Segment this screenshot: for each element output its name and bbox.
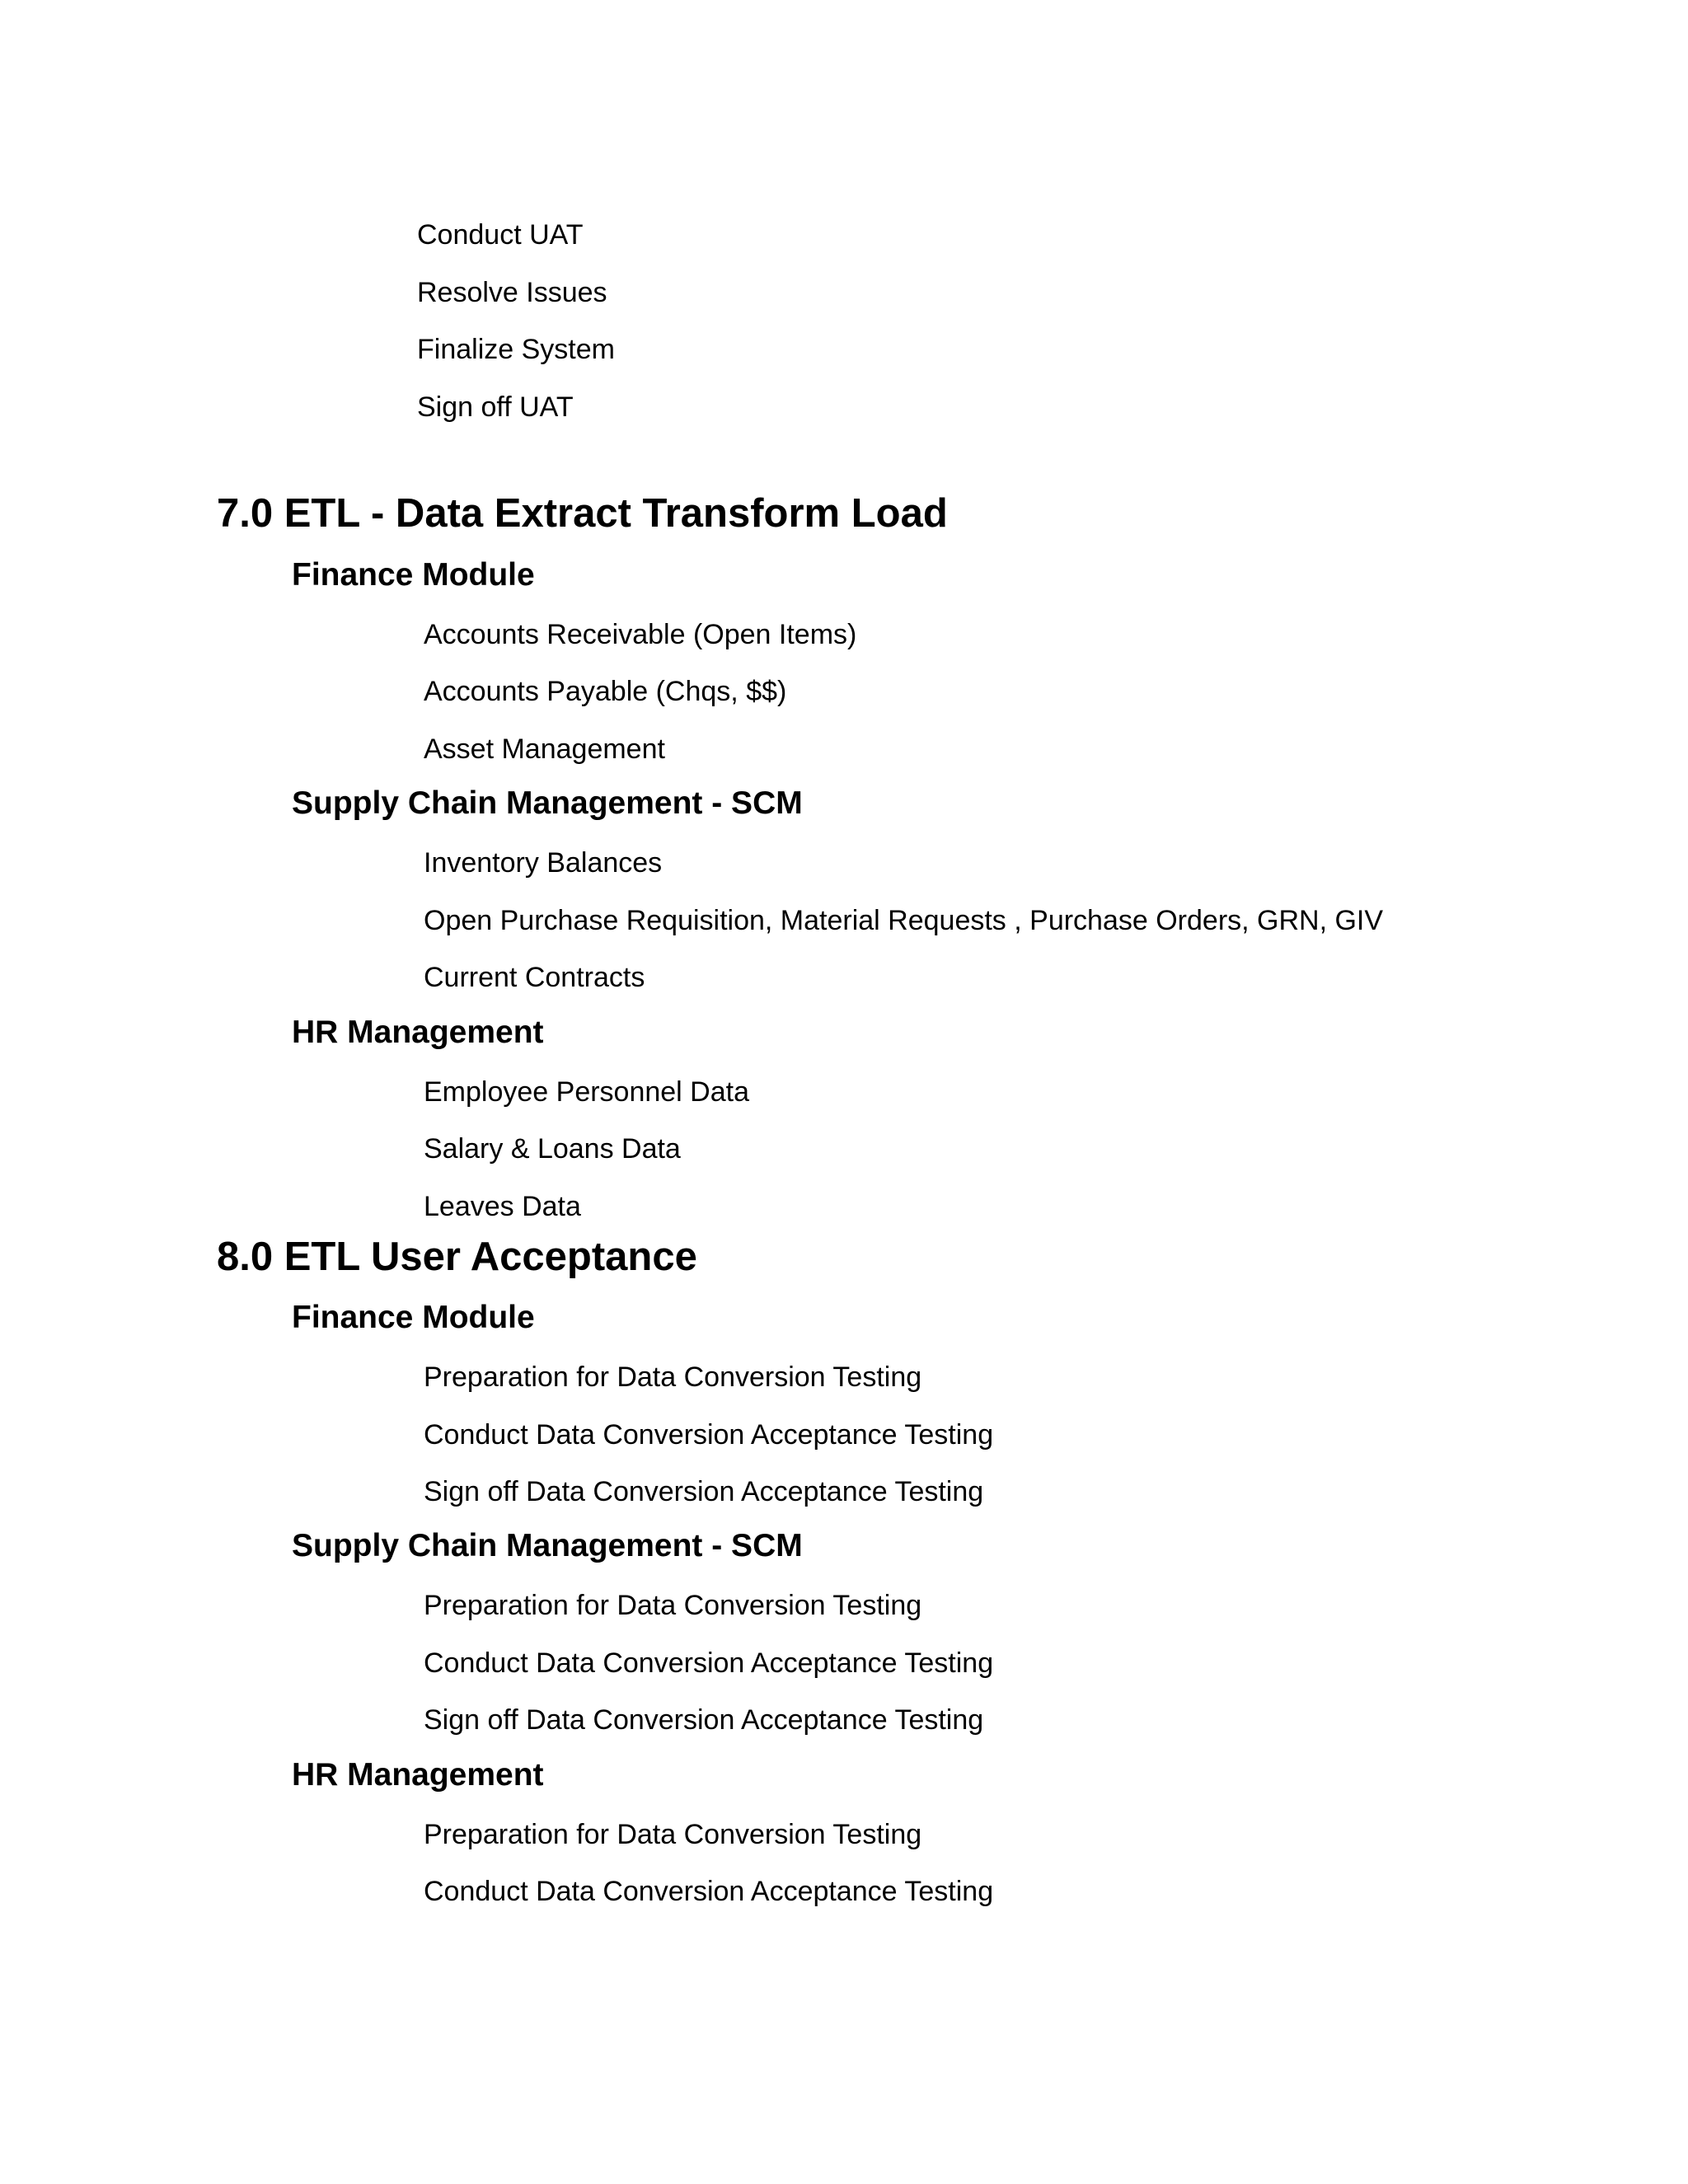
list-item: Leaves Data <box>424 1191 581 1222</box>
list-item: Salary & Loans Data <box>424 1133 681 1165</box>
list-item: Preparation for Data Conversion Testing <box>424 1590 922 1621</box>
list-item: Accounts Payable (Chqs, $$) <box>424 676 787 707</box>
list-item: Conduct Data Conversion Acceptance Testing <box>424 1419 994 1451</box>
list-item: Preparation for Data Conversion Testing <box>424 1819 922 1850</box>
list-item: Current Contracts <box>424 962 645 993</box>
list-item: Accounts Receivable (Open Items) <box>424 619 857 650</box>
list-item: Finalize System <box>417 334 615 365</box>
subsection-heading: Supply Chain Management - SCM <box>292 785 803 821</box>
subsection-heading: Finance Module <box>292 557 535 593</box>
list-item: Sign off Data Conversion Acceptance Testing <box>424 1704 984 1736</box>
list-item: Inventory Balances <box>424 847 663 879</box>
list-item: Asset Management <box>424 733 665 765</box>
list-item: Preparation for Data Conversion Testing <box>424 1361 922 1393</box>
subsection-heading: HR Management <box>292 1757 544 1793</box>
list-item: Resolve Issues <box>417 277 607 308</box>
list-item: Conduct Data Conversion Acceptance Testing <box>424 1876 994 1907</box>
list-item: Sign off Data Conversion Acceptance Testing <box>424 1476 984 1507</box>
section-heading: 7.0 ETL - Data Extract Transform Load <box>217 491 948 536</box>
list-item: Open Purchase Requisition, Material Requests , Purchase Orders, GRN, GIV <box>424 905 1384 936</box>
list-item: Conduct Data Conversion Acceptance Testing <box>424 1647 994 1679</box>
subsection-heading: Finance Module <box>292 1300 535 1335</box>
subsection-heading: Supply Chain Management - SCM <box>292 1528 803 1563</box>
list-item: Conduct UAT <box>417 219 584 251</box>
section-heading: 8.0 ETL User Acceptance <box>217 1235 697 1279</box>
list-item: Sign off UAT <box>417 391 574 423</box>
list-item: Employee Personnel Data <box>424 1076 750 1108</box>
subsection-heading: HR Management <box>292 1015 544 1050</box>
